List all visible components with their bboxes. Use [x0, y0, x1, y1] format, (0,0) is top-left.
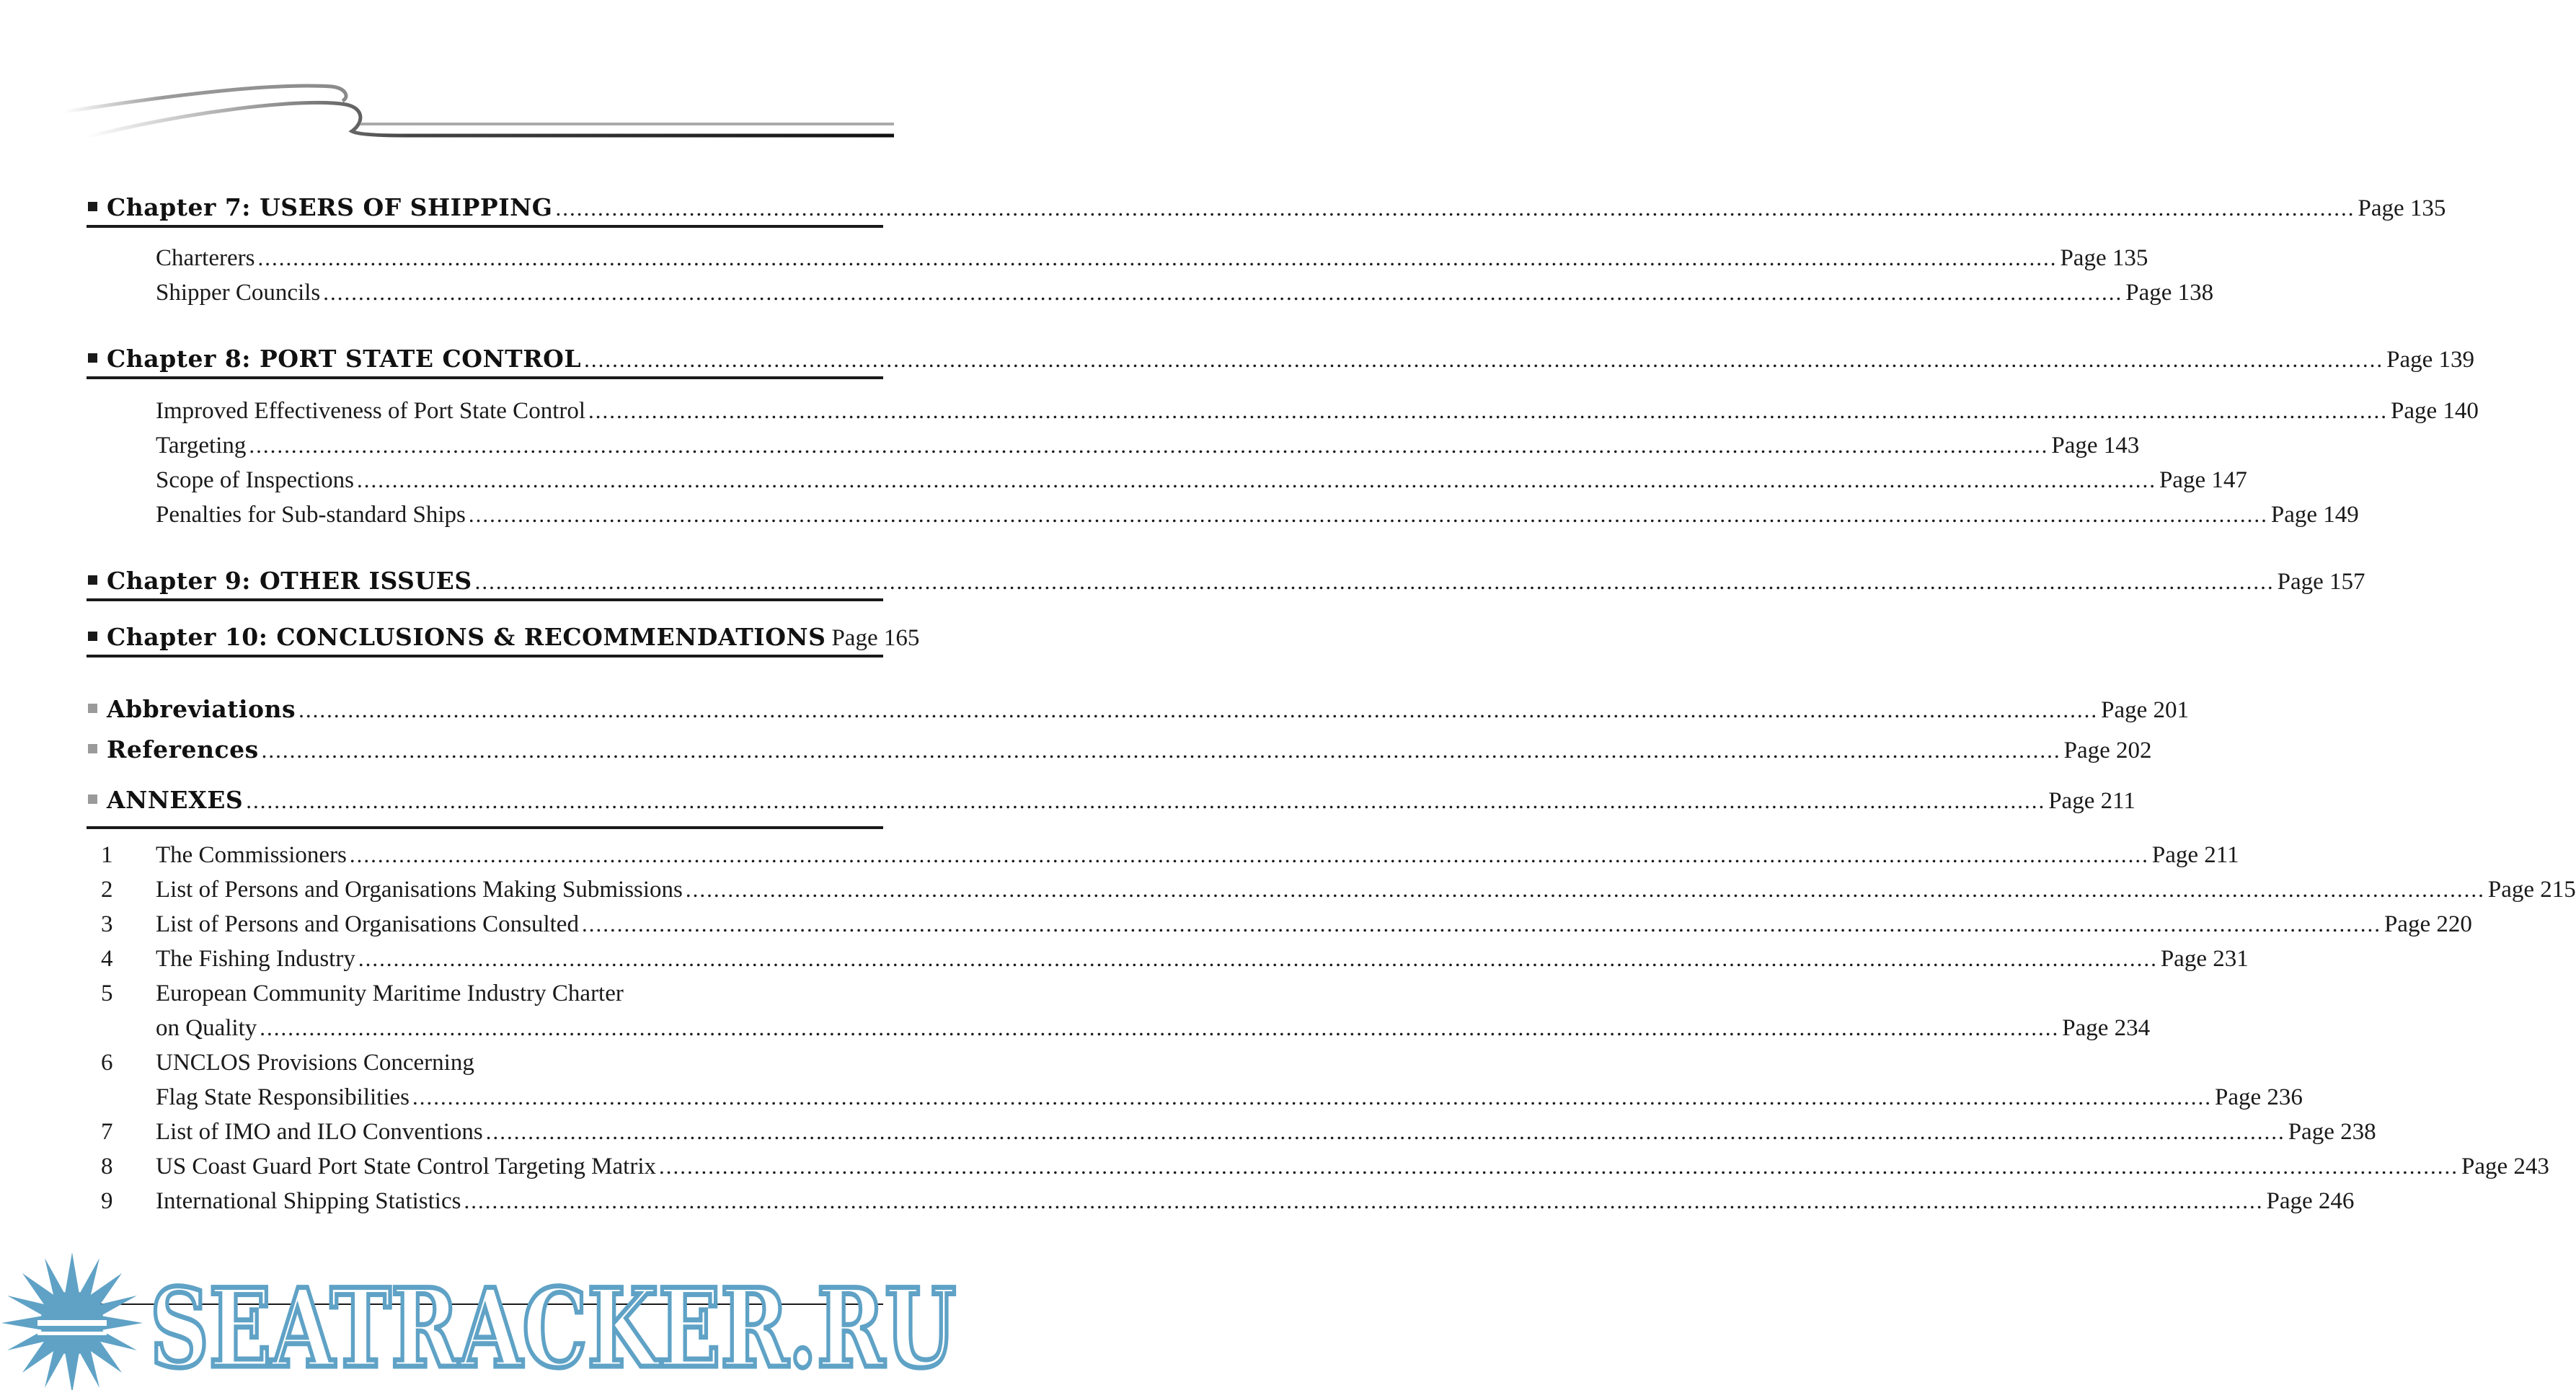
page-number: Page 238 [2288, 1119, 2376, 1145]
entry-title: Targeting [156, 433, 247, 459]
dot-leader [357, 467, 2156, 490]
page-number: Page 147 [2159, 467, 2247, 493]
page-number: Page 231 [2160, 946, 2249, 972]
dot-leader [249, 433, 2048, 455]
dot-leader [475, 569, 2275, 591]
toc-references[interactable] [87, 734, 2152, 770]
chapter-8-heading[interactable] [87, 340, 2475, 379]
page-number: Page 201 [2101, 697, 2189, 723]
dot-leader [659, 1154, 2458, 1176]
square-bullet-icon [88, 353, 97, 363]
dot-leader [588, 398, 2388, 420]
dot-leader [582, 911, 2381, 934]
entry-title-line1: European Community Maritime Industry Charter [156, 980, 624, 1006]
annex-number: 1 [101, 842, 113, 868]
dot-leader [257, 245, 2057, 267]
page-number: Page 138 [2125, 280, 2214, 306]
seatracker-watermark [0, 1251, 964, 1390]
entry-title: Penalties for Sub-standard Ships [156, 502, 466, 528]
section-title: References [107, 735, 259, 763]
chapter-title: Chapter 10: CONCLUSIONS & RECOMMENDATIONS [107, 623, 826, 651]
entry-title: List of Persons and Organisations Making Submissions [156, 877, 683, 903]
header-swoosh-decoration [0, 72, 964, 151]
page-number: Page 165 [831, 625, 920, 651]
entry-title: Charterers [156, 245, 255, 271]
square-bullet-icon [88, 632, 97, 641]
annex-number: 7 [101, 1119, 113, 1145]
annex-entry-7[interactable] [156, 1119, 2376, 1151]
annex-entry-5-line1 [156, 980, 882, 1012]
annex-entry-4[interactable] [156, 946, 2249, 978]
entry-title: Scope of Inspections [156, 467, 354, 493]
dot-leader [412, 1084, 2212, 1107]
chapter-7-heading[interactable] [87, 189, 2446, 228]
annex-number: 3 [101, 911, 113, 937]
dot-leader [246, 788, 2045, 810]
toc-entry-penalties[interactable] [156, 502, 2359, 534]
annex-number: 4 [101, 946, 113, 972]
page-number: Page 135 [2358, 195, 2446, 221]
chapter-10-heading[interactable] [87, 619, 920, 658]
annex-entry-6[interactable] [156, 1084, 2303, 1116]
annex-number: 2 [101, 877, 113, 903]
page-number: Page 236 [2215, 1084, 2303, 1110]
annex-entry-5[interactable] [156, 1015, 2151, 1047]
chapter-title: Chapter 9: OTHER ISSUES [107, 567, 472, 595]
annex-entry-9[interactable] [156, 1188, 2355, 1220]
page-number: Page 243 [2461, 1154, 2549, 1179]
entry-title: Improved Effectiveness of Port State Control [156, 398, 586, 424]
watermark-text: SEATRACKER.RU [150, 1265, 956, 1390]
entry-title: Shipper Councils [156, 280, 321, 306]
dot-leader [584, 347, 2384, 369]
square-bullet-icon [88, 202, 97, 211]
square-bullet-icon [88, 744, 97, 753]
page-number: Page 135 [2060, 245, 2148, 271]
page-number: Page 202 [2063, 738, 2152, 763]
entry-title: Flag State Responsibilities [156, 1084, 410, 1110]
entry-title: The Commissioners [156, 842, 347, 868]
entry-title: List of Persons and Organisations Consulted [156, 911, 579, 937]
entry-title: International Shipping Statistics [156, 1188, 461, 1214]
square-bullet-icon [88, 575, 97, 585]
dot-leader [686, 877, 2485, 899]
dot-leader [260, 1015, 2059, 1037]
entry-title: US Coast Guard Port State Control Targeting Matrix [156, 1154, 656, 1179]
dot-leader [358, 946, 2158, 968]
chapter-9-heading[interactable] [87, 562, 2365, 601]
annex-entry-3[interactable] [156, 911, 2472, 943]
page-number: Page 139 [2386, 347, 2475, 373]
page-number: Page 215 [2487, 877, 2576, 903]
toc-entry-shipper-councils[interactable] [156, 280, 2214, 311]
annex-entry-1[interactable] [156, 842, 2239, 874]
toc-entry-targeting[interactable] [156, 433, 2140, 464]
dot-leader [350, 842, 2149, 864]
toc-abbreviations[interactable] [87, 694, 2189, 730]
page-number: Page 234 [2062, 1015, 2151, 1041]
chapter-title: Chapter 7: USERS OF SHIPPING [107, 193, 553, 221]
section-title: Abbreviations [107, 695, 296, 723]
page-number: Page 211 [2048, 788, 2135, 814]
square-bullet-icon [88, 794, 97, 804]
dot-leader [469, 502, 2268, 524]
page-number: Page 157 [2277, 569, 2365, 595]
page-number: Page 220 [2384, 911, 2472, 937]
dot-leader [262, 738, 2061, 760]
dot-leader [323, 280, 2123, 302]
entry-title-line1: UNCLOS Provisions Concerning [156, 1050, 474, 1076]
section-title: ANNEXES [107, 786, 244, 814]
annex-entry-6-line1 [156, 1050, 882, 1081]
toc-entry-improved-effectiveness[interactable] [156, 398, 2479, 430]
toc-annexes[interactable] [87, 784, 2135, 829]
page-number: Page 246 [2266, 1188, 2355, 1214]
annex-entry-8[interactable] [156, 1154, 2549, 1185]
annex-entry-2[interactable] [156, 877, 2576, 908]
annex-number: 9 [101, 1188, 113, 1214]
sun-logo-icon [1, 1252, 143, 1390]
dot-leader [464, 1188, 2263, 1210]
entry-title: on Quality [156, 1015, 257, 1041]
annex-number: 5 [101, 980, 113, 1006]
entry-title: The Fishing Industry [156, 946, 355, 972]
annex-number: 8 [101, 1154, 113, 1179]
page-number: Page 211 [2151, 842, 2239, 868]
page-number: Page 140 [2391, 398, 2479, 424]
square-bullet-icon [88, 704, 97, 713]
dot-leader [486, 1119, 2285, 1141]
page-number: Page 143 [2051, 433, 2140, 459]
chapter-title: Chapter 8: PORT STATE CONTROL [107, 345, 582, 373]
page-number: Page 149 [2270, 502, 2359, 528]
dot-leader [556, 195, 2355, 218]
dot-leader [298, 697, 2098, 720]
toc-entry-scope-of-inspections[interactable] [156, 467, 2247, 499]
annex-number: 6 [101, 1050, 113, 1076]
entry-title: List of IMO and ILO Conventions [156, 1119, 483, 1145]
toc-entry-charterers[interactable] [156, 245, 2148, 277]
